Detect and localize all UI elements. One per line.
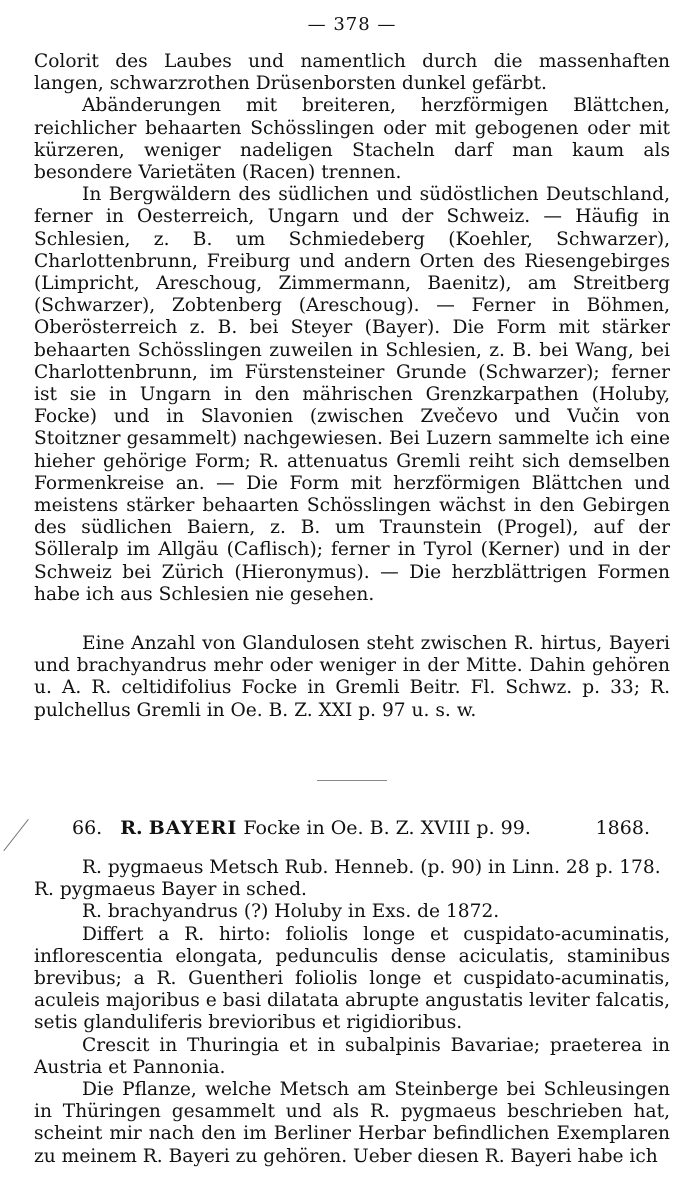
book-page (34, 10, 670, 1168)
paragraph-variants: Abänderungen mit breiteren, herzförmigen Blättchen, reichlicher behaarten Schösslingen oder mit gebogenen oder mit kürzeren, weniger nadeligen Stacheln darf man kaum als besondere Varietäten (Racen) trennen. (34, 95, 670, 184)
paragraph-latin-diagnosis: Differt a R. hirto: foliolis longe et cuspidato-acuminatis, inflorescentia elongata, pedunculis dense aciculatis, staminibus brevibus; a R. Guentheri foliolis longe et cuspidato-acuminatis, aculeis majoribus e basi dilatata abrupte angustatis leviter falcatis, setis glanduliferis brevioribus et rigidioribus. (34, 923, 670, 1034)
paragraph-latin-habitat: Crescit in Thuringia et in subalpinis Bavariae; praeterea in Austria et Pannonia. (34, 1034, 670, 1078)
species-citation: Focke in Oe. B. Z. XVIII p. 99. (243, 816, 531, 839)
species-genus: R. (120, 816, 143, 839)
species-heading (72, 817, 650, 839)
species-number: 66. (72, 816, 103, 839)
paragraph-gap (34, 606, 670, 633)
species-name: BAYERI (148, 816, 238, 839)
paragraph-distribution: In Bergwäldern des südlichen und südöstlichen Deutschland, ferner in Oesterreich, Ungarn und der Schweiz. — Häufig in Schlesien, z. B. um Schmiedeberg (Koehler, Schwarzer), Charlottenbrunn, Freiburg und andern Orten des Riesengebirges (Limpricht, Areschoug, Zimmermann, Baenitz), am Streitberg (Schwarzer), Zobtenberg (Areschoug). — Ferner in Böhmen, Oberösterreich z. B. bei Steyer (Bayer). Die Form mit stärker behaarten Schösslingen zuweilen in Schlesien, z. B. bei Wang, bei Charlottenbrunn, im Fürstensteiner Grunde (Schwarzer); ferner ist sie in Ungarn in den mährischen Grenzkarpathen (Holuby, Focke) und in Slavonien (zwischen Zvečevo und Vučin von Stoitzner gesammelt) nachgewiesen. Bei Luzern sammelte ich eine hieher gehörige Form; R. attenuatus Gremli reiht sich demselben Formenkreise an. — Die Form mit herzförmigen Blättchen und meistens stärker behaarten Schösslingen wächst in den Gebirgen des südlichen Baiern, z. B. um Traunstein (Progel), auf der Sölleralp im Allgäu (Caflisch); ferner in Tyrol (Kerner) und in der Schweiz bei Zürich (Hieronymus). — Die herzblättrigen Formen habe ich aus Schlesien nie gesehen. (34, 184, 670, 605)
paragraph-glandulosen: Eine Anzahl von Glandulosen steht zwischen R. hirtus, Bayeri und brachyandrus mehr oder weniger in der Mitte. Dahin gehören u. A. R. celtidifolius Focke in Gremli Beitr. Fl. Schwz. p. 33; R. pulchellus Gremli in Oe. B. Z. XXI p. 97 u. s. w. (34, 633, 670, 721)
page-number: — 378 — (307, 14, 397, 35)
synonym-line: R. pygmaeus Metsch Rub. Henneb. (p. 90) in Linn. 28 p. 178. (82, 856, 661, 878)
synonym-line: R. brachyandrus (?) Holuby in Exs. de 1872. (82, 901, 500, 923)
species-year: 1868. (595, 816, 650, 839)
paragraph-colour: Colorit des Laubes und namentlich durch die massenhaften langen, schwarzrothen Drüsenborsten dunkel gefärbt. (34, 51, 670, 95)
section-divider (317, 780, 387, 781)
synonym-line: R. pygmaeus Bayer in sched. (34, 879, 307, 901)
paragraph-german-notes: Die Pflanze, welche Metsch am Steinberge bei Schleusingen in Thüringen gesammelt und als R. pygmaeus beschrieben hat, scheint mir nach den im Berliner Herbar befindlichen Exemplaren zu meinem R. Bayeri zu gehören. Ueber diesen R. Bayeri habe ich (34, 1078, 670, 1167)
